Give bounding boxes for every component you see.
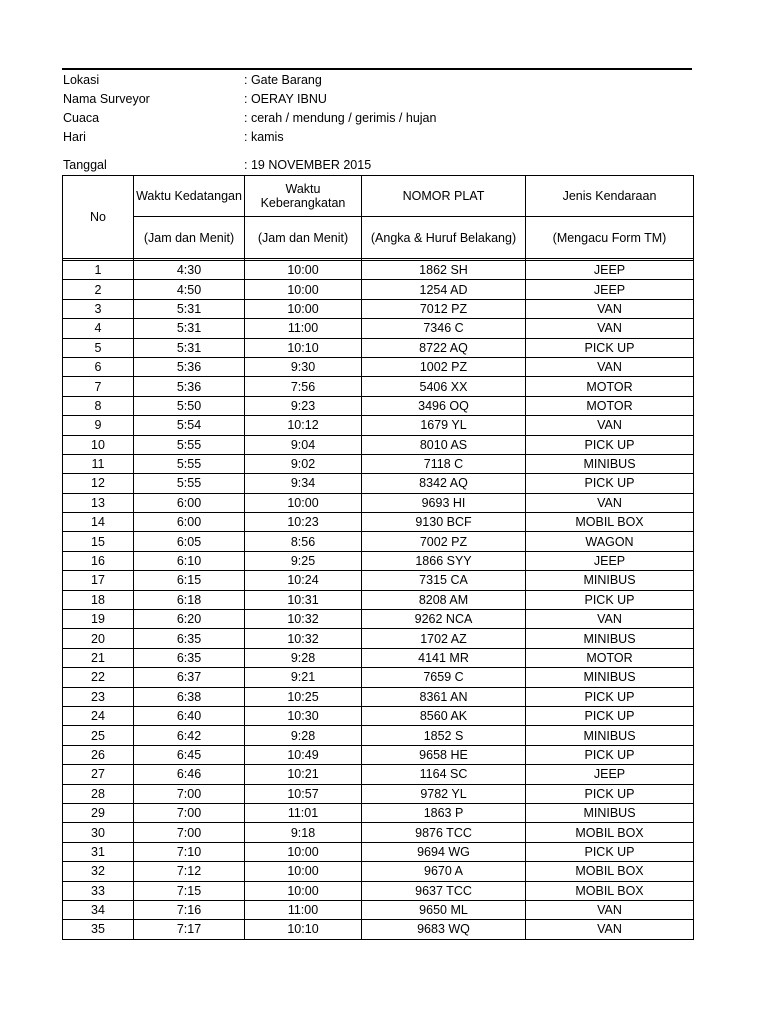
- arrival-time-cell: 5:36: [134, 377, 245, 396]
- surveyor-label: Nama Surveyor: [63, 92, 150, 106]
- arrival-time-cell: 6:05: [134, 532, 245, 551]
- row-no-cell: 6: [63, 357, 134, 376]
- plate-number-cell: 8560 AK: [362, 706, 526, 725]
- vehicle-type-cell: MINIBUS: [526, 726, 694, 745]
- vehicle-type-cell: PICK UP: [526, 842, 694, 861]
- row-no-cell: 35: [63, 920, 134, 939]
- plate-number-cell: 7659 C: [362, 668, 526, 687]
- plate-number-cell: 8010 AS: [362, 435, 526, 454]
- table-row: [63, 299, 694, 318]
- vehicle-type-cell: MINIBUS: [526, 571, 694, 590]
- table-row: [63, 590, 694, 609]
- arrival-time-cell: 6:35: [134, 648, 245, 667]
- plate-number-cell: 9693 HI: [362, 493, 526, 512]
- row-no-cell: 3: [63, 299, 134, 318]
- arrival-time-cell: 6:00: [134, 493, 245, 512]
- vehicle-type-cell: VAN: [526, 610, 694, 629]
- plate-number-cell: 7012 PZ: [362, 299, 526, 318]
- arrival-time-cell: 6:45: [134, 745, 245, 764]
- table-row: [63, 842, 694, 861]
- row-no-cell: 7: [63, 377, 134, 396]
- departure-time-cell: 10:10: [245, 338, 362, 357]
- table-row: [63, 532, 694, 551]
- departure-time-cell: 10:10: [245, 920, 362, 939]
- table-row: [63, 610, 694, 629]
- row-no-cell: 21: [63, 648, 134, 667]
- info-row-date: [62, 155, 692, 175]
- plate-number-cell: 9262 NCA: [362, 610, 526, 629]
- subheader-departure: (Jam dan Menit): [245, 217, 362, 259]
- row-no-cell: 28: [63, 784, 134, 803]
- departure-time-cell: 9:02: [245, 454, 362, 473]
- table-row: [63, 435, 694, 454]
- table-row: [63, 881, 694, 900]
- departure-time-cell: 9:30: [245, 357, 362, 376]
- departure-time-cell: 10:30: [245, 706, 362, 725]
- vehicle-type-cell: VAN: [526, 900, 694, 919]
- row-no-cell: 18: [63, 590, 134, 609]
- vehicle-type-cell: VAN: [526, 493, 694, 512]
- table-row: [63, 357, 694, 376]
- row-no-cell: 2: [63, 280, 134, 299]
- row-no-cell: 5: [63, 338, 134, 357]
- vehicle-type-cell: MINIBUS: [526, 629, 694, 648]
- plate-number-cell: 9694 WG: [362, 842, 526, 861]
- arrival-time-cell: 6:46: [134, 765, 245, 784]
- vehicle-type-cell: PICK UP: [526, 590, 694, 609]
- departure-time-cell: 10:32: [245, 629, 362, 648]
- departure-time-cell: 9:28: [245, 726, 362, 745]
- departure-time-cell: 10:23: [245, 513, 362, 532]
- vehicle-type-cell: MINIBUS: [526, 454, 694, 473]
- table-row: [63, 726, 694, 745]
- vehicle-type-cell: JEEP: [526, 280, 694, 299]
- subheader-type: (Mengacu Form TM): [526, 217, 694, 259]
- row-no-cell: 26: [63, 745, 134, 764]
- departure-time-cell: 9:18: [245, 823, 362, 842]
- row-no-cell: 34: [63, 900, 134, 919]
- table-row: [63, 706, 694, 725]
- departure-time-cell: 9:34: [245, 474, 362, 493]
- date-value: : 19 NOVEMBER 2015: [244, 158, 372, 172]
- arrival-time-cell: 7:10: [134, 842, 245, 861]
- row-no-cell: 16: [63, 551, 134, 570]
- arrival-time-cell: 7:00: [134, 823, 245, 842]
- row-no-cell: 27: [63, 765, 134, 784]
- plate-number-cell: 1862 SH: [362, 261, 526, 280]
- row-no-cell: 20: [63, 629, 134, 648]
- departure-time-cell: 10:00: [245, 299, 362, 318]
- subheader-row: [63, 217, 694, 259]
- arrival-time-cell: 7:00: [134, 784, 245, 803]
- plate-number-cell: 1002 PZ: [362, 357, 526, 376]
- vehicle-type-cell: MOBIL BOX: [526, 881, 694, 900]
- row-no-cell: 33: [63, 881, 134, 900]
- vehicle-type-cell: MOBIL BOX: [526, 513, 694, 532]
- vehicle-type-cell: VAN: [526, 299, 694, 318]
- departure-time-cell: 10:00: [245, 280, 362, 299]
- arrival-time-cell: 4:50: [134, 280, 245, 299]
- vehicle-type-cell: PICK UP: [526, 706, 694, 725]
- vehicle-type-cell: MOTOR: [526, 377, 694, 396]
- arrival-time-cell: 6:20: [134, 610, 245, 629]
- table-row: [63, 571, 694, 590]
- vehicle-type-cell: VAN: [526, 416, 694, 435]
- header-arrival: Waktu Kedatangan: [134, 176, 245, 217]
- departure-time-cell: 10:00: [245, 261, 362, 280]
- header-row: [63, 176, 694, 217]
- departure-time-cell: 10:21: [245, 765, 362, 784]
- departure-time-cell: 10:25: [245, 687, 362, 706]
- departure-time-cell: 10:12: [245, 416, 362, 435]
- vehicle-type-cell: JEEP: [526, 765, 694, 784]
- row-no-cell: 30: [63, 823, 134, 842]
- arrival-time-cell: 7:16: [134, 900, 245, 919]
- row-no-cell: 4: [63, 319, 134, 338]
- row-no-cell: 12: [63, 474, 134, 493]
- table-row: [63, 551, 694, 570]
- row-no-cell: 25: [63, 726, 134, 745]
- header-plate: NOMOR PLAT: [362, 176, 526, 217]
- table-body: [63, 261, 694, 940]
- plate-number-cell: 7002 PZ: [362, 532, 526, 551]
- plate-number-cell: 8722 AQ: [362, 338, 526, 357]
- vehicle-type-cell: PICK UP: [526, 435, 694, 454]
- date-label: Tanggal: [63, 158, 107, 172]
- vehicle-type-cell: WAGON: [526, 532, 694, 551]
- location-label: Lokasi: [63, 73, 100, 87]
- table-row: [63, 648, 694, 667]
- departure-time-cell: 9:21: [245, 668, 362, 687]
- day-value: : kamis: [244, 130, 284, 144]
- row-no-cell: 32: [63, 862, 134, 881]
- vehicle-type-cell: PICK UP: [526, 474, 694, 493]
- arrival-time-cell: 7:17: [134, 920, 245, 939]
- plate-number-cell: 8361 AN: [362, 687, 526, 706]
- plate-number-cell: 7118 C: [362, 454, 526, 473]
- row-no-cell: 24: [63, 706, 134, 725]
- table-row: [63, 493, 694, 512]
- row-no-cell: 8: [63, 396, 134, 415]
- table-row: [63, 862, 694, 881]
- subheader-plate: (Angka & Huruf Belakang): [362, 217, 526, 259]
- header-departure: Waktu Keberangkatan: [245, 176, 362, 217]
- row-no-cell: 1: [63, 261, 134, 280]
- table-row: [63, 823, 694, 842]
- plate-number-cell: 1852 S: [362, 726, 526, 745]
- vehicle-type-cell: MOBIL BOX: [526, 862, 694, 881]
- plate-number-cell: 5406 XX: [362, 377, 526, 396]
- table-row: [63, 280, 694, 299]
- row-no-cell: 15: [63, 532, 134, 551]
- header-type: Jenis Kendaraan: [526, 176, 694, 217]
- departure-time-cell: 10:00: [245, 842, 362, 861]
- vehicle-type-cell: PICK UP: [526, 784, 694, 803]
- plate-number-cell: 1866 SYY: [362, 551, 526, 570]
- vehicle-type-cell: JEEP: [526, 261, 694, 280]
- table-row: [63, 474, 694, 493]
- table-row: [63, 668, 694, 687]
- departure-time-cell: 10:31: [245, 590, 362, 609]
- table-row: [63, 900, 694, 919]
- departure-time-cell: 11:01: [245, 803, 362, 822]
- table-row: [63, 261, 694, 280]
- departure-time-cell: 10:00: [245, 881, 362, 900]
- arrival-time-cell: 5:36: [134, 357, 245, 376]
- row-no-cell: 22: [63, 668, 134, 687]
- departure-time-cell: 7:56: [245, 377, 362, 396]
- vehicle-type-cell: MOTOR: [526, 396, 694, 415]
- table-row: [63, 629, 694, 648]
- vehicle-type-cell: MOTOR: [526, 648, 694, 667]
- departure-time-cell: 9:25: [245, 551, 362, 570]
- arrival-time-cell: 5:55: [134, 454, 245, 473]
- departure-time-cell: 10:00: [245, 493, 362, 512]
- table-row: [63, 745, 694, 764]
- arrival-time-cell: 5:50: [134, 396, 245, 415]
- vehicle-table: [62, 175, 694, 940]
- table-row: [63, 396, 694, 415]
- plate-number-cell: 8208 AM: [362, 590, 526, 609]
- vehicle-type-cell: VAN: [526, 357, 694, 376]
- info-row-weather: [62, 108, 692, 128]
- vehicle-type-cell: MOBIL BOX: [526, 823, 694, 842]
- arrival-time-cell: 6:40: [134, 706, 245, 725]
- arrival-time-cell: 7:12: [134, 862, 245, 881]
- plate-number-cell: 1164 SC: [362, 765, 526, 784]
- arrival-time-cell: 7:00: [134, 803, 245, 822]
- plate-number-cell: 9130 BCF: [362, 513, 526, 532]
- arrival-time-cell: 6:42: [134, 726, 245, 745]
- arrival-time-cell: 5:55: [134, 435, 245, 454]
- arrival-time-cell: 6:18: [134, 590, 245, 609]
- plate-number-cell: 1702 AZ: [362, 629, 526, 648]
- table-row: [63, 920, 694, 939]
- departure-time-cell: 10:49: [245, 745, 362, 764]
- departure-time-cell: 10:24: [245, 571, 362, 590]
- arrival-time-cell: 7:15: [134, 881, 245, 900]
- table-row: [63, 687, 694, 706]
- arrival-time-cell: 5:54: [134, 416, 245, 435]
- table-row: [63, 416, 694, 435]
- info-row-day: [62, 127, 692, 147]
- plate-number-cell: 1254 AD: [362, 280, 526, 299]
- row-no-cell: 23: [63, 687, 134, 706]
- row-no-cell: 9: [63, 416, 134, 435]
- departure-time-cell: 10:57: [245, 784, 362, 803]
- departure-time-cell: 8:56: [245, 532, 362, 551]
- arrival-time-cell: 6:38: [134, 687, 245, 706]
- arrival-time-cell: 6:10: [134, 551, 245, 570]
- departure-time-cell: 9:04: [245, 435, 362, 454]
- arrival-time-cell: 6:35: [134, 629, 245, 648]
- plate-number-cell: 3496 OQ: [362, 396, 526, 415]
- plate-number-cell: 9637 TCC: [362, 881, 526, 900]
- arrival-time-cell: 5:31: [134, 319, 245, 338]
- departure-time-cell: 10:00: [245, 862, 362, 881]
- row-no-cell: 14: [63, 513, 134, 532]
- arrival-time-cell: 5:55: [134, 474, 245, 493]
- plate-number-cell: 9658 HE: [362, 745, 526, 764]
- departure-time-cell: 11:00: [245, 319, 362, 338]
- vehicle-type-cell: MINIBUS: [526, 803, 694, 822]
- plate-number-cell: 9876 TCC: [362, 823, 526, 842]
- info-row-location: [62, 70, 692, 90]
- row-no-cell: 19: [63, 610, 134, 629]
- plate-number-cell: 1679 YL: [362, 416, 526, 435]
- departure-time-cell: 10:32: [245, 610, 362, 629]
- row-no-cell: 11: [63, 454, 134, 473]
- plate-number-cell: 9670 A: [362, 862, 526, 881]
- plate-number-cell: 1863 P: [362, 803, 526, 822]
- vehicle-type-cell: PICK UP: [526, 745, 694, 764]
- info-row-surveyor: [62, 89, 692, 109]
- table-row: [63, 454, 694, 473]
- header-no: No: [63, 176, 134, 259]
- vehicle-type-cell: VAN: [526, 920, 694, 939]
- table-row: [63, 803, 694, 822]
- day-label: Hari: [63, 130, 86, 144]
- weather-label: Cuaca: [63, 111, 100, 125]
- vehicle-type-cell: PICK UP: [526, 687, 694, 706]
- table-row: [63, 765, 694, 784]
- row-no-cell: 29: [63, 803, 134, 822]
- vehicle-type-cell: VAN: [526, 319, 694, 338]
- arrival-time-cell: 6:15: [134, 571, 245, 590]
- arrival-time-cell: 4:30: [134, 261, 245, 280]
- row-no-cell: 31: [63, 842, 134, 861]
- row-no-cell: 13: [63, 493, 134, 512]
- plate-number-cell: 9782 YL: [362, 784, 526, 803]
- table-row: [63, 513, 694, 532]
- vehicle-type-cell: JEEP: [526, 551, 694, 570]
- table-row: [63, 377, 694, 396]
- arrival-time-cell: 5:31: [134, 299, 245, 318]
- plate-number-cell: 9650 ML: [362, 900, 526, 919]
- arrival-time-cell: 6:00: [134, 513, 245, 532]
- plate-number-cell: 7315 CA: [362, 571, 526, 590]
- arrival-time-cell: 5:31: [134, 338, 245, 357]
- vehicle-type-cell: PICK UP: [526, 338, 694, 357]
- subheader-arrival: (Jam dan Menit): [134, 217, 245, 259]
- vehicle-type-cell: MINIBUS: [526, 668, 694, 687]
- plate-number-cell: 8342 AQ: [362, 474, 526, 493]
- table-row: [63, 319, 694, 338]
- arrival-time-cell: 6:37: [134, 668, 245, 687]
- row-no-cell: 10: [63, 435, 134, 454]
- location-value: : Gate Barang: [244, 73, 322, 87]
- departure-time-cell: 9:23: [245, 396, 362, 415]
- plate-number-cell: 7346 C: [362, 319, 526, 338]
- departure-time-cell: 11:00: [245, 900, 362, 919]
- plate-number-cell: 4141 MR: [362, 648, 526, 667]
- departure-time-cell: 9:28: [245, 648, 362, 667]
- weather-value: : cerah / mendung / gerimis / hujan: [244, 111, 437, 125]
- table-row: [63, 784, 694, 803]
- table-row: [63, 338, 694, 357]
- plate-number-cell: 9683 WQ: [362, 920, 526, 939]
- row-no-cell: 17: [63, 571, 134, 590]
- surveyor-value: : OERAY IBNU: [244, 92, 327, 106]
